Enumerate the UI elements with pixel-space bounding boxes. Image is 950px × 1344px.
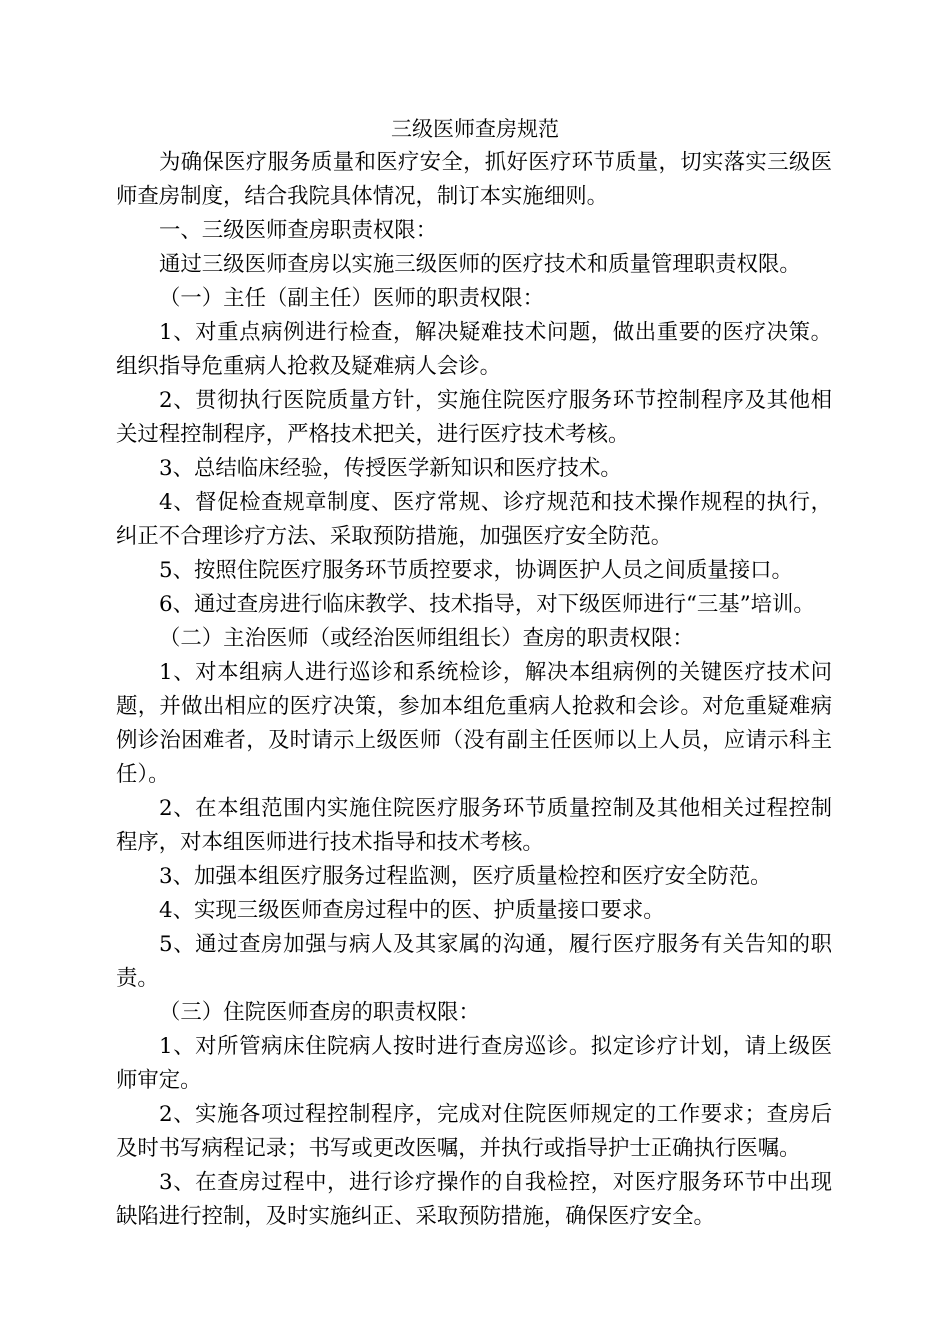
list-item: 5、按照住院医疗服务环节质控要求，协调医护人员之间质量接口。 [159, 558, 793, 583]
list-item: 1、对所管病床住院病人按时进行查房巡诊。拟定诊疗计划，请上级医师审定。 [116, 1034, 832, 1093]
list-item: 6、通过查房进行临床教学、技术指导，对下级医师进行“三基”培训。 [159, 592, 815, 617]
section-heading-1: 一、三级医师查房职责权限： [159, 218, 438, 243]
subsection-heading-2: （二）主治医师（或经治医师组组长）查房的职责权限： [159, 626, 694, 651]
subsection-heading-3: （三）住院医师查房的职责权限： [159, 1000, 480, 1025]
document-title: 三级医师查房规范 [391, 117, 559, 141]
list-item: 4、实现三级医师查房过程中的医、护质量接口要求。 [159, 898, 665, 923]
paragraph: 通过三级医师查房以实施三级医师的医疗技术和质量管理职责权限。 [159, 252, 801, 277]
paragraph-intro: 为确保医疗服务质量和医疗安全，抓好医疗环节质量，切实落实三级医师查房制度，结合我院具体情况，制订本实施细则。 [116, 150, 832, 209]
list-item: 2、实施各项过程控制程序，完成对住院医师规定的工作要求；查房后及时书写病程记录；书写或更改医嘱，并执行或指导护士正确执行医嘱。 [116, 1102, 832, 1161]
subsection-heading-1: （一）主任（副主任）医师的职责权限： [159, 286, 545, 311]
list-item: 2、贯彻执行医院质量方针，实施住院医疗服务环节控制程序及其他相关过程控制程序，严格技术把关，进行医疗技术考核。 [116, 388, 832, 447]
list-item: 3、在查房过程中，进行诊疗操作的自我检控，对医疗服务环节中出现缺陷进行控制，及时实施纠正、采取预防措施，确保医疗安全。 [116, 1170, 832, 1229]
list-item: 3、总结临床经验，传授医学新知识和医疗技术。 [159, 456, 622, 481]
list-item: 4、督促检查规章制度、医疗常规、诊疗规范和技术操作规程的执行，纠正不合理诊疗方法、采取预防措施，加强医疗安全防范。 [116, 490, 832, 549]
list-item: 1、对重点病例进行检查，解决疑难技术问题，做出重要的医疗决策。组织指导危重病人抢救及疑难病人会诊。 [116, 320, 832, 379]
list-item: 5、通过查房加强与病人及其家属的沟通，履行医疗服务有关告知的职责。 [116, 932, 832, 991]
list-item: 2、在本组范围内实施住院医疗服务环节质量控制及其他相关过程控制程序，对本组医师进行技术指导和技术考核。 [116, 796, 832, 855]
document-body [116, 146, 832, 1234]
list-item: 1、对本组病人进行巡诊和系统检诊，解决本组病例的关键医疗技术问题，并做出相应的医疗决策，参加本组危重病人抢救和会诊。对危重疑难病例诊治困难者，及时请示上级医师（没有副主任医师以上人员，应请示科主任）。 [116, 660, 832, 787]
list-item: 3、加强本组医疗服务过程监测，医疗质量检控和医疗安全防范。 [159, 864, 772, 889]
